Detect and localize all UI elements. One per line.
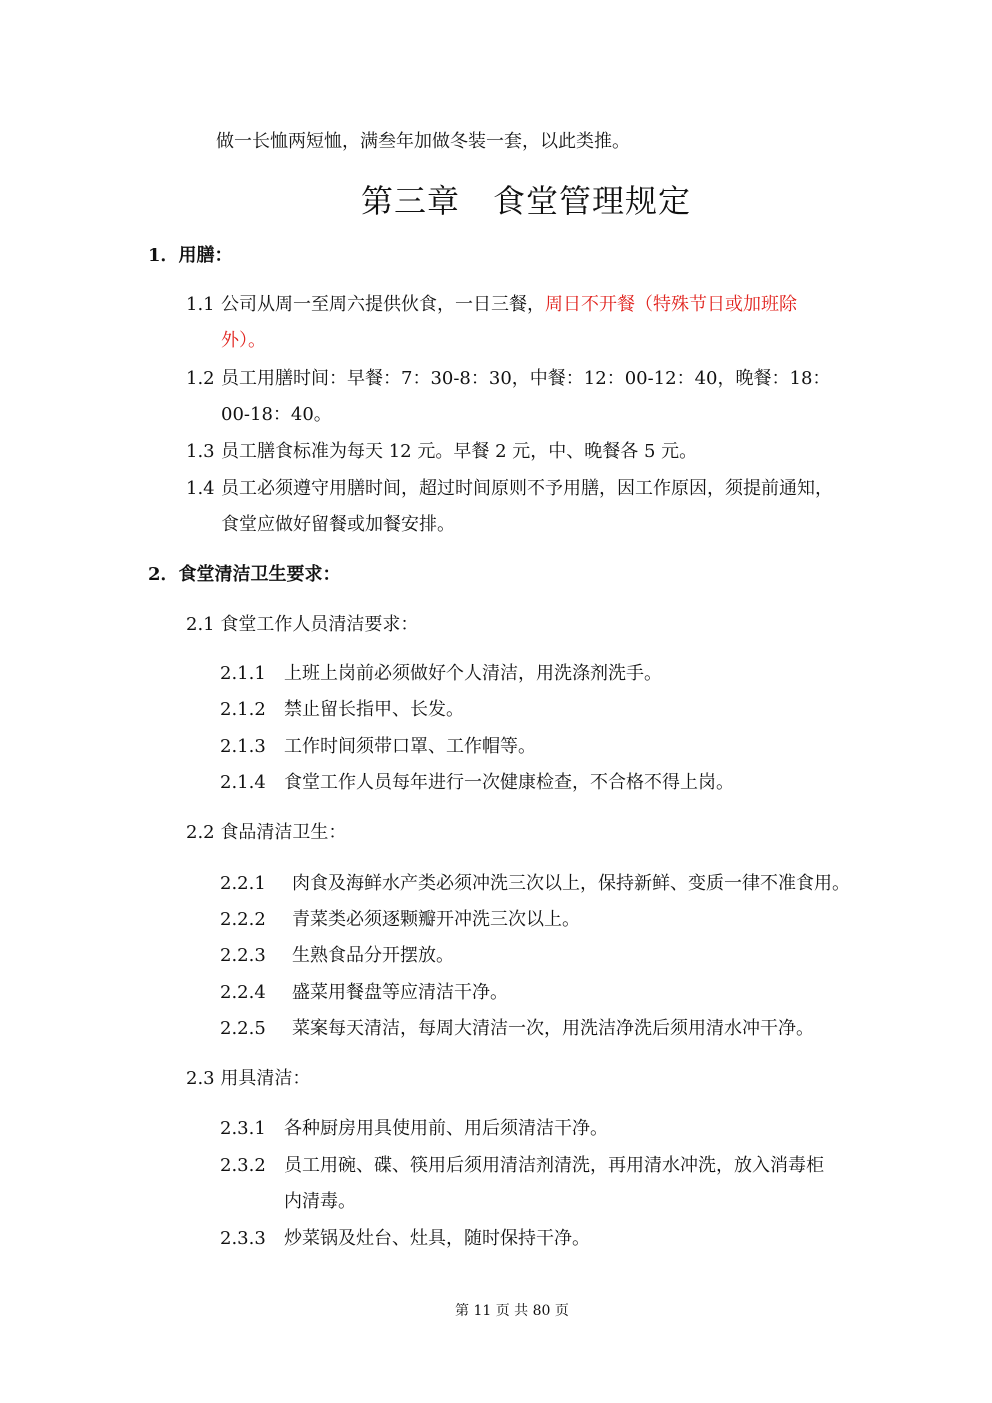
item-2-1-2-number: 2.1.2 xyxy=(220,699,266,720)
item-2-1-3-number: 2.1.3 xyxy=(220,736,266,757)
item-2-2-1-number: 2.2.1 xyxy=(220,873,266,894)
item-2-2-2-text: 青菜类必须逐颗瓣开冲洗三次以上。 xyxy=(292,909,580,930)
item-2-3-3-number: 2.3.3 xyxy=(220,1228,266,1249)
item-2-2-4-text: 盛菜用餐盘等应清洁干净。 xyxy=(292,982,508,1003)
item-2-3-3-text: 炒菜锅及灶台、灶具，随时保持干净。 xyxy=(284,1228,590,1249)
item-2-3-1-number: 2.3.1 xyxy=(220,1118,266,1139)
item-2-3-2-text-cont: 内清毒。 xyxy=(284,1191,356,1212)
item-1-4-text: 员工必须遵守用膳时间，超过时间原则不予用膳，因工作原因，须提前通知， xyxy=(221,478,833,499)
subsection-2-3-title: 2.3 用具清洁： xyxy=(186,1068,311,1089)
item-2-2-3-number: 2.2.3 xyxy=(220,945,266,966)
item-2-1-4-number: 2.1.4 xyxy=(220,772,266,793)
item-1-1-plain: 公司从周一至周六提供伙食，一日三餐， xyxy=(221,294,545,315)
item-1-4-text-cont: 食堂应做好留餐或加餐安排。 xyxy=(221,514,455,535)
item-2-1-2-text: 禁止留长指甲、长发。 xyxy=(284,699,464,720)
chapter-title: 食堂管理规定 xyxy=(493,182,692,220)
page-footer: 第 11 页 共 80 页 xyxy=(455,1303,569,1319)
subsection-2-1-title: 2.1 食堂工作人员清洁要求： xyxy=(186,614,419,635)
item-2-3-2-number: 2.3.2 xyxy=(220,1155,266,1176)
item-2-1-1-number: 2.1.1 xyxy=(220,663,266,684)
item-2-3-1-text: 各种厨房用具使用前、用后须清洁干净。 xyxy=(284,1118,608,1139)
item-2-2-5-number: 2.2.5 xyxy=(220,1018,266,1039)
item-2-2-2-number: 2.2.2 xyxy=(220,909,266,930)
item-2-2-4-number: 2.2.4 xyxy=(220,982,266,1003)
item-1-2-number: 1.2 xyxy=(186,368,215,389)
section-1-heading: 1．用膳： xyxy=(148,245,233,266)
item-1-2-text: 员工用膳时间：早餐：7：30-8：30，中餐：12：00-12：40，晚餐：18： xyxy=(221,368,831,389)
subsection-2-2-title: 2.2 食品清洁卫生： xyxy=(186,822,347,843)
item-2-3-2-text: 员工用碗、碟、筷用后须用清洁剂清洗，再用清水冲洗，放入消毒柜 xyxy=(284,1155,824,1176)
item-2-2-5-text: 菜案每天清洁，每周大清洁一次，用洗洁净洗后须用清水冲干净。 xyxy=(292,1018,814,1039)
item-1-1-text xyxy=(221,296,797,314)
item-2-1-4-text: 食堂工作人员每年进行一次健康检查，不合格不得上岗。 xyxy=(284,772,734,793)
item-1-3-text: 员工膳食标准为每天 12 元。早餐 2 元，中、晚餐各 5 元。 xyxy=(221,441,698,462)
item-1-4-number: 1.4 xyxy=(186,478,215,499)
item-1-3-number: 1.3 xyxy=(186,441,215,462)
item-1-2-text-cont: 00-18：40。 xyxy=(221,404,332,425)
item-1-1-number: 1.1 xyxy=(186,294,215,315)
carryover-text: 做一长恤两短恤，满叁年加做冬装一套，以此类推。 xyxy=(216,131,630,152)
item-2-1-3-text: 工作时间须带口罩、工作帽等。 xyxy=(284,736,536,757)
item-1-1-highlight-cont: 外）。 xyxy=(221,330,266,351)
item-2-1-1-text: 上班上岗前必须做好个人清洁，用洗涤剂洗手。 xyxy=(284,663,662,684)
item-2-2-1-text: 肉食及海鲜水产类必须冲洗三次以上，保持新鲜、变质一律不准食用。 xyxy=(292,873,850,894)
item-1-1-highlight: 周日不开餐（特殊节日或加班除 xyxy=(545,294,797,315)
section-2-heading: 2．食堂清洁卫生要求： xyxy=(148,564,341,585)
chapter-label: 第三章 xyxy=(361,182,461,220)
item-2-2-3-text: 生熟食品分开摆放。 xyxy=(292,945,454,966)
